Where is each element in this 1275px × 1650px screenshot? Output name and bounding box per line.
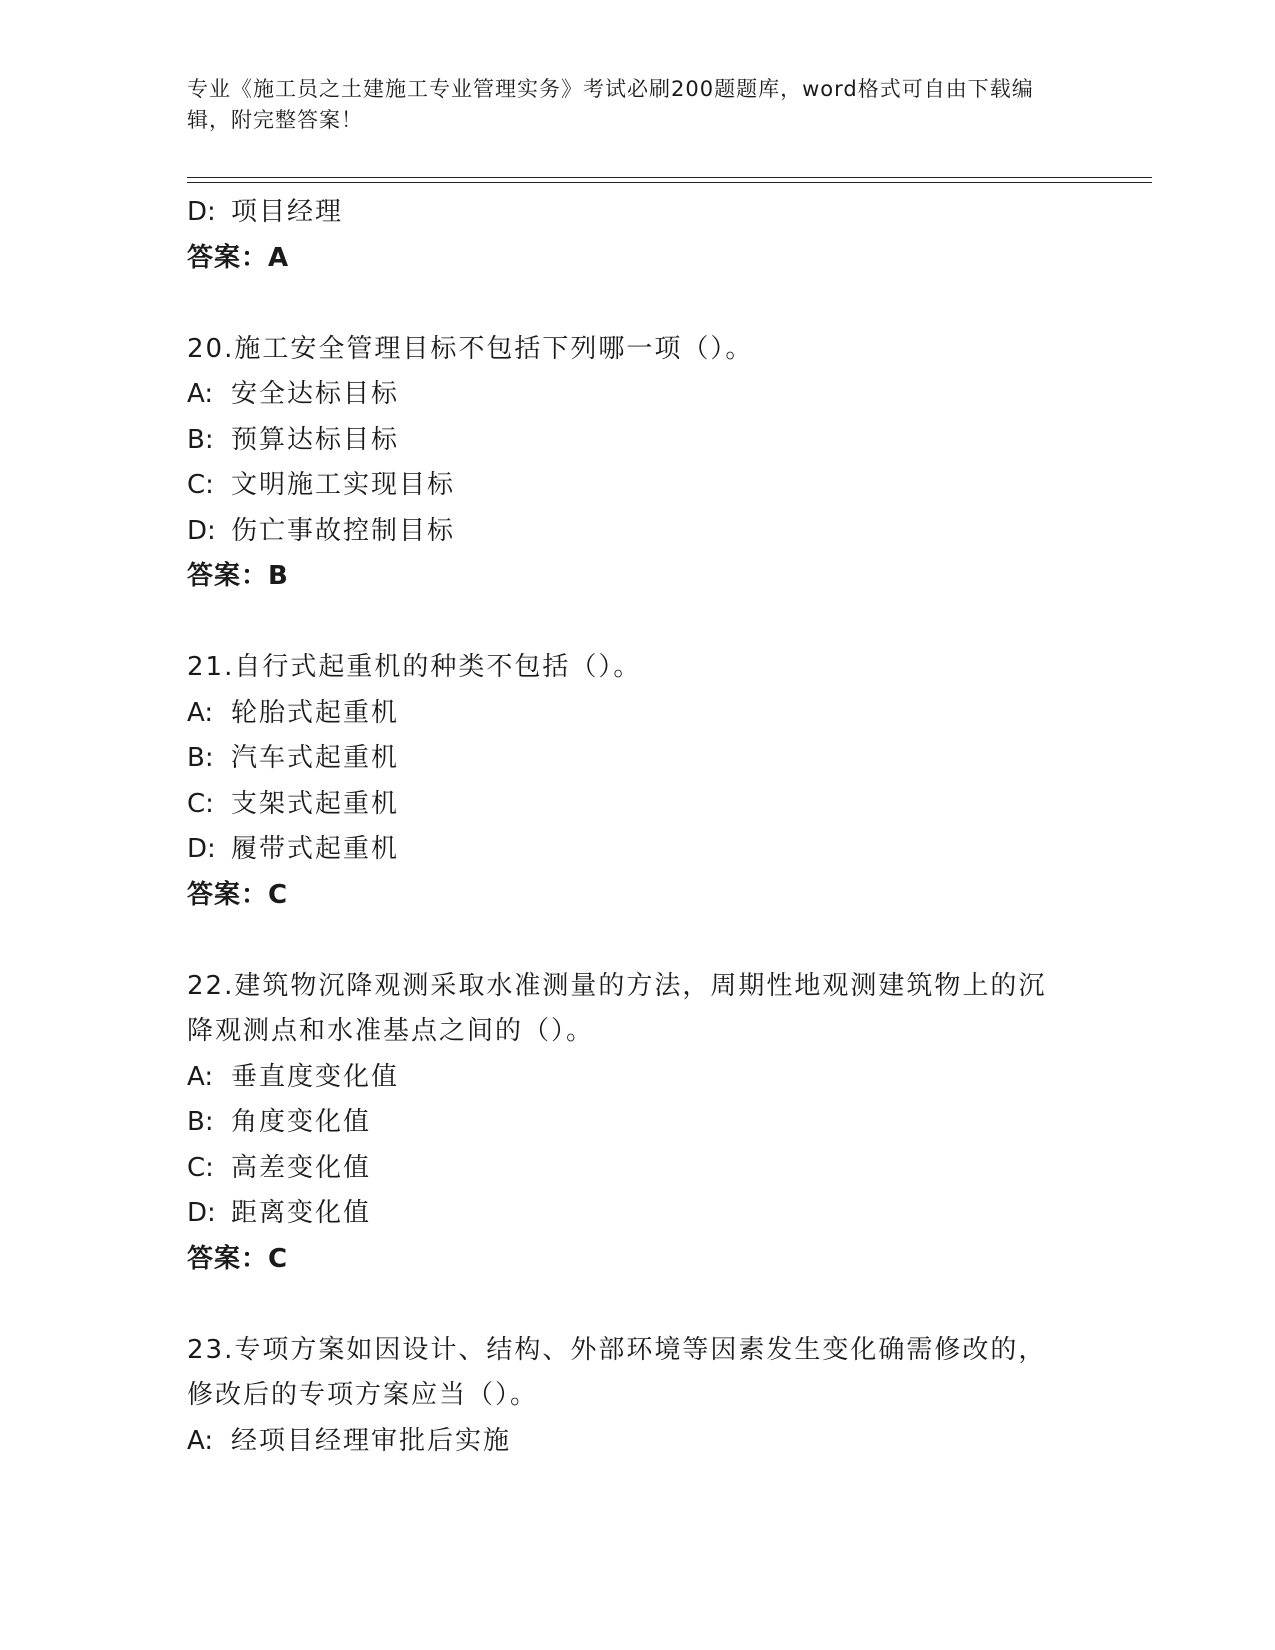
question-stem: 22.建筑物沉降观测采取水准测量的方法，周期性地观测建筑物上的沉降观测点和水准基点之间的（）。: [187, 970, 1047, 1046]
answer-line: 答案：C: [187, 879, 289, 910]
option-text: 文明施工实现目标: [231, 470, 456, 500]
option-b: [187, 1100, 1152, 1146]
question-stem: 20.施工安全管理目标不包括下列哪一项（）。: [187, 333, 754, 364]
option-b: [187, 736, 1152, 782]
option-letter: A:: [187, 697, 214, 728]
option-letter: B:: [187, 743, 214, 773]
option-letter: C:: [187, 788, 214, 819]
option-d: [187, 1191, 1152, 1237]
document-header: 专业《施工员之土建施工专业管理实务》考试必刷200题题库，word格式可自由下载编辑，附完整答案！: [187, 77, 1034, 132]
spacer: [187, 918, 1152, 964]
option-a: [187, 372, 1152, 418]
option-text: 项目经理: [231, 197, 344, 227]
spacer: [187, 600, 1152, 646]
option-text: 安全达标目标: [231, 379, 400, 409]
option-text: 预算达标目标: [231, 424, 400, 455]
option-letter: D:: [187, 515, 216, 546]
answer-line: 答案：C: [187, 1243, 289, 1274]
option-letter: C:: [187, 470, 214, 500]
answer-line: 答案：B: [187, 561, 289, 591]
option-letter: A:: [187, 1061, 214, 1092]
option-b: [187, 418, 1152, 464]
option-a: [187, 1419, 1152, 1465]
question-stem: 21.自行式起重机的种类不包括（）。: [187, 652, 642, 682]
spacer: [187, 281, 1152, 327]
option-d: [187, 509, 1152, 555]
option-d: [187, 827, 1152, 873]
question-stem: 23.专项方案如因设计、结构、外部环境等因素发生变化确需修改的，修改后的专项方案应当（）。: [187, 1334, 1047, 1410]
answer-line: 答案：A: [187, 242, 290, 273]
question-content: [187, 190, 1152, 1464]
question-block: [187, 1328, 1152, 1465]
option-letter: D:: [187, 834, 216, 864]
option-letter: A:: [187, 379, 214, 409]
option-text: 距离变化值: [231, 1198, 372, 1228]
option-text: 高差变化值: [231, 1152, 372, 1183]
header-divider-top: [187, 177, 1152, 178]
option-d: [187, 190, 1152, 236]
option-letter: C:: [187, 1152, 214, 1183]
option-letter: B:: [187, 424, 214, 455]
option-letter: B:: [187, 1107, 214, 1137]
spacer: [187, 1282, 1152, 1328]
option-text: 垂直度变化值: [231, 1061, 400, 1092]
question-block: [187, 327, 1152, 600]
option-text: 支架式起重机: [231, 788, 400, 819]
option-text: 角度变化值: [231, 1107, 372, 1137]
header-divider-bottom: [187, 182, 1152, 183]
option-a: [187, 1055, 1152, 1101]
option-c: [187, 1146, 1152, 1192]
option-letter: D:: [187, 1198, 216, 1228]
option-letter: D:: [187, 197, 216, 227]
option-text: 伤亡事故控制目标: [231, 515, 456, 546]
option-a: [187, 691, 1152, 737]
option-c: [187, 782, 1152, 828]
question-block: [187, 964, 1152, 1283]
option-letter: A:: [187, 1425, 214, 1456]
question-block: [187, 645, 1152, 918]
option-text: 履带式起重机: [231, 834, 400, 864]
option-c: [187, 463, 1152, 509]
option-text: 汽车式起重机: [231, 743, 400, 773]
option-text: 轮胎式起重机: [231, 697, 400, 728]
option-text: 经项目经理审批后实施: [231, 1425, 512, 1456]
